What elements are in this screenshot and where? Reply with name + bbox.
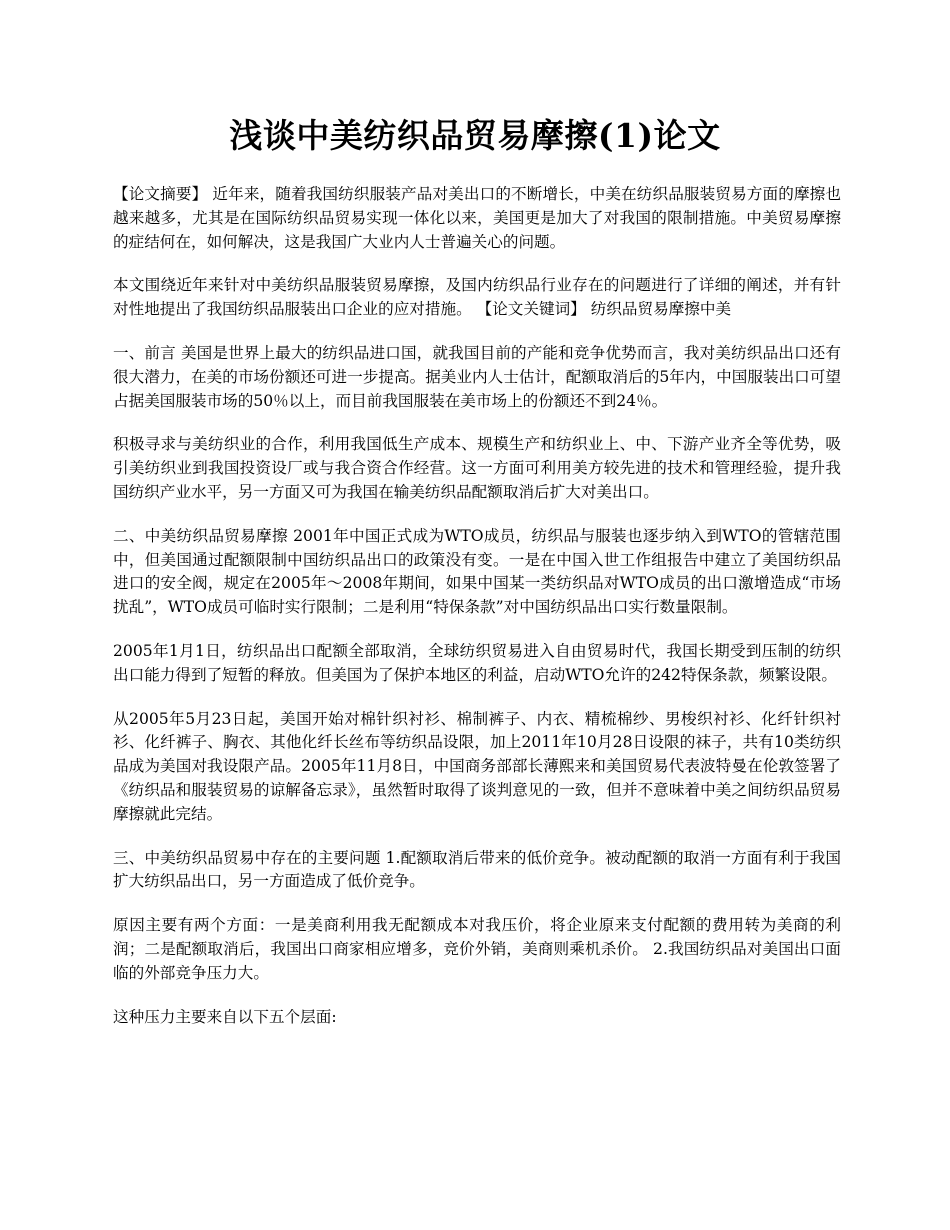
paragraph-trade-friction: 二、中美纺织品贸易摩擦 2001年中国正式成为WTO成员，纺织品与服装也逐步纳入到WTO的管辖范围中，但美国通过配额限制中国纺织品出口的政策没有变。一是在中国入世工作组报告中建立了美国纺织品进口的安全阀，规定在2005年～2008年期间，如果中国某一类纺织品对WTO成员的出口激增造成“市场扰乱”，WTO成员可临时实行限制；二是利用“特保条款”对中国纺织品出口实行数量限制。 xyxy=(113,526,841,617)
paragraph-introduction: 一、前言 美国是世界上最大的纺织品进口国，就我国目前的产能和竞争优势而言，我对美纺织品出口还有很大潜力，在美的市场份额还可进一步提高。据美业内人士估计，配额取消后的5年内，中国服装出口可望占据美国服装市场的50％以上，而目前我国服装在美市场上的份额还不到24％。 xyxy=(113,343,841,410)
paragraph-pressure: 这种压力主要来自以下五个层面: xyxy=(113,1007,337,1026)
paragraph-restrictions: 从2005年5月23日起，美国开始对棉针织衬衫、棉制裤子、内衣、精梳棉纱、男梭织衬衫、化纤针织衬衫、化纤裤子、胸衣、其他化纤长丝布等纺织品设限，加上2011年10月28日设限的袜子，共有10类纺织品成为美国对我设限产品。2005年11月8日，中国商务部部长薄熙来和美国贸易代表波特曼在伦敦签署了《纺织品和服装贸易的谅解备忘录》，虽然暂时取得了谈判意见的一致，但并不意味着中美之间纺织品贸易摩擦就此完结。 xyxy=(113,709,841,823)
paragraph-abstract: 【论文摘要】 近年来，随着我国纺织服装产品对美出口的不断增长，中美在纺织品服装贸易方面的摩擦也越来越多，尤其是在国际纺织品贸易实现一体化以来，美国更是加大了对我国的限制措施。中美贸易摩擦的症结何在，如何解决，这是我国广大业内人士普遍关心的问题。 xyxy=(113,185,841,251)
paragraph-quota-removal: 2005年1月1日，纺织品出口配额全部取消，全球纺织贸易进入自由贸易时代，我国长期受到压制的纺织出口能力得到了短暂的释放。但美国为了保护本地区的利益，启动WTO允许的242特保条款，频繁设限。 xyxy=(113,641,841,684)
paragraph-reasons: 原因主要有两个方面：一是美商利用我无配额成本对我压价，将企业原来支付配额的费用转为美商的利润；二是配额取消后，我国出口商家相应增多，竞价外销，美商则乘机杀价。 2.我国纺织品对美国出口面临的外部竞争压力大。 xyxy=(113,916,841,982)
document-body xyxy=(113,183,841,1049)
paragraph-cooperation: 积极寻求与美纺织业的合作，利用我国低生产成本、规模生产和纺织业上、中、下游产业齐全等优势，吸引美纺织业到我国投资设厂或与我合资合作经营。这一方面可利用美方较先进的技术和管理经验，提升我国纺织产业水平，另一方面又可为我国在输美纺织品配额取消后扩大对美出口。 xyxy=(113,435,841,501)
paragraph-main-problems: 三、中美纺织品贸易中存在的主要问题 1.配额取消后带来的低价竞争。被动配额的取消一方面有利于我国扩大纺织品出口，另一方面造成了低价竞争。 xyxy=(113,848,841,891)
document-title: 浅谈中美纺织品贸易摩擦(1)论文 xyxy=(229,116,721,155)
paragraph-keywords: 本文围绕近年来针对中美纺织品服装贸易摩擦，及国内纺织品行业存在的问题进行了详细的阐述，并有针对性地提出了我国纺织品服装出口企业的应对措施。 【论文关键词】 纺织品贸易摩擦中美 xyxy=(113,276,841,319)
